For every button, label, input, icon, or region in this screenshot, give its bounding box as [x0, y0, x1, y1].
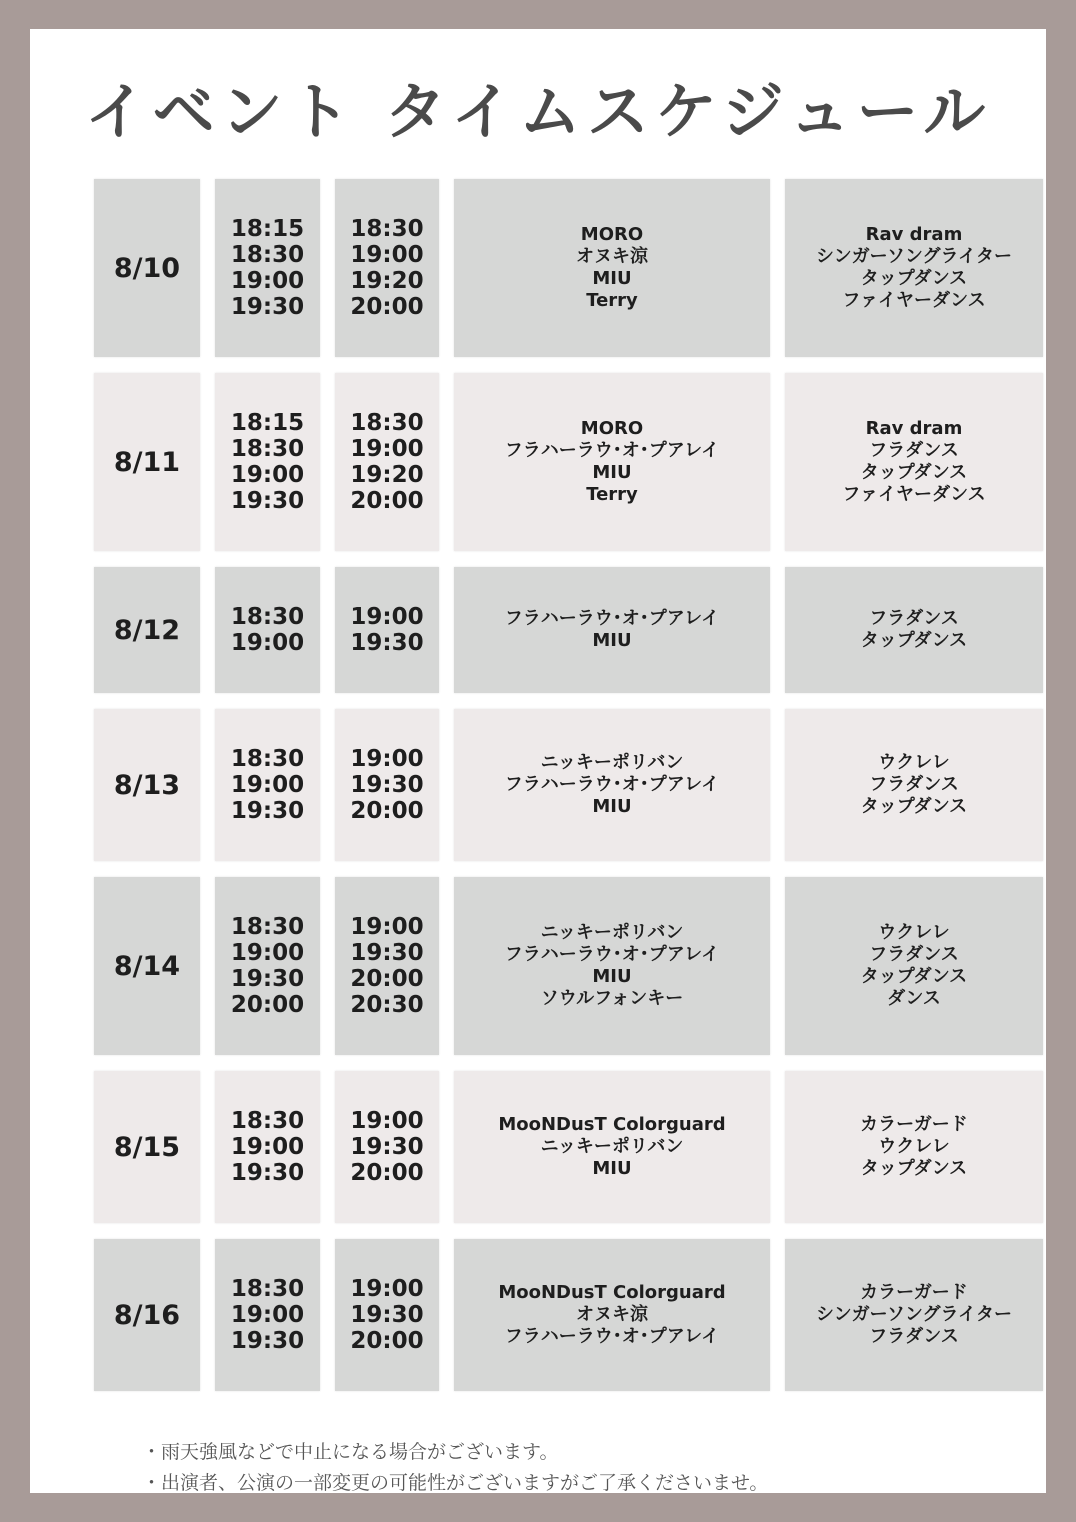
artist-cell [454, 1239, 770, 1391]
artist-name: ソウルフォンキー [540, 988, 684, 1009]
artist-name: フラハーラウ･オ･プアレイ [504, 1326, 720, 1347]
artist-name: フラハーラウ･オ･プアレイ [504, 944, 720, 965]
start-cell [215, 373, 320, 551]
end-time: 19:30 [350, 630, 424, 656]
artist-cell [454, 179, 770, 357]
genre-name: フラダンス [869, 440, 959, 461]
start-time: 19:00 [230, 462, 305, 488]
artist-cell [454, 567, 770, 693]
start-time: 18:30 [230, 1108, 305, 1134]
end-time: 19:20 [350, 462, 424, 488]
artist-name: MIU [592, 268, 632, 289]
end-cell [335, 1071, 439, 1223]
end-cell [335, 373, 439, 551]
start-time: 19:30 [230, 488, 305, 514]
end-time: 19:00 [350, 242, 424, 268]
artist-name: MORO [580, 224, 644, 245]
end-time: 19:30 [350, 1134, 424, 1160]
end-time: 19:00 [350, 604, 424, 630]
end-time: 19:00 [350, 1276, 424, 1302]
end-time: 19:30 [350, 1302, 424, 1328]
end-cell [335, 567, 439, 693]
genre-name: タップダンス [860, 268, 968, 289]
start-time: 19:00 [230, 772, 305, 798]
end-time: 18:30 [350, 410, 424, 436]
schedule-sheet [30, 29, 1046, 1493]
end-time: 18:30 [350, 216, 424, 242]
table-row [30, 709, 1046, 861]
start-time: 20:00 [230, 992, 305, 1018]
note-item: ・雨天強風などで中止になる場合がございます。 [142, 1441, 559, 1463]
genre-name: Rav dram [865, 224, 963, 245]
date-cell: 8/11 [94, 373, 200, 551]
artist-cell [454, 709, 770, 861]
artist-cell [454, 1071, 770, 1223]
genre-name: ファイヤーダンス [842, 484, 986, 505]
genre-cell [785, 1239, 1043, 1391]
end-time: 19:00 [350, 914, 424, 940]
start-cell [215, 877, 320, 1055]
genre-name: ダンス [887, 988, 941, 1009]
start-time: 19:30 [230, 798, 305, 824]
genre-name: フラダンス [869, 608, 959, 629]
genre-cell [785, 877, 1043, 1055]
table-row [30, 1239, 1046, 1391]
genre-name: シンガーソングライター [816, 1304, 1012, 1325]
artist-name: フラハーラウ･オ･プアレイ [504, 774, 720, 795]
genre-name: ウクレレ [878, 1136, 950, 1157]
start-cell [215, 709, 320, 861]
artist-name: MIU [592, 1158, 632, 1179]
end-cell [335, 709, 439, 861]
start-time: 18:30 [230, 242, 305, 268]
genre-name: タップダンス [860, 462, 968, 483]
date-cell: 8/16 [94, 1239, 200, 1391]
genre-name: カラーガード [860, 1282, 968, 1303]
artist-name: オヌキ涼 [576, 1304, 648, 1325]
start-cell [215, 179, 320, 357]
end-time: 20:00 [350, 294, 424, 320]
date-cell: 8/15 [94, 1071, 200, 1223]
start-time: 19:30 [230, 294, 305, 320]
genre-name: Rav dram [865, 418, 963, 439]
artist-name: ニッキーポリバン [540, 1136, 684, 1157]
artist-cell [454, 877, 770, 1055]
artist-name: MIU [592, 796, 632, 817]
start-cell [215, 1239, 320, 1391]
table-row [30, 373, 1046, 551]
start-time: 18:15 [230, 216, 305, 242]
genre-name: タップダンス [860, 1158, 968, 1179]
genre-name: フラダンス [869, 1326, 959, 1347]
genre-cell [785, 179, 1043, 357]
notes [142, 1437, 768, 1499]
date-cell: 8/12 [94, 567, 200, 693]
genre-name: カラーガード [860, 1114, 968, 1135]
genre-cell [785, 709, 1043, 861]
end-time: 19:30 [350, 772, 424, 798]
genre-name: フラダンス [869, 944, 959, 965]
start-time: 19:00 [230, 630, 305, 656]
start-time: 19:30 [230, 1160, 305, 1186]
end-time: 20:00 [350, 1160, 424, 1186]
start-time: 19:00 [230, 1134, 305, 1160]
artist-name: ニッキーポリバン [540, 752, 684, 773]
date-cell: 8/14 [94, 877, 200, 1055]
start-time: 18:30 [230, 1276, 305, 1302]
table-row [30, 877, 1046, 1055]
end-time: 19:30 [350, 940, 424, 966]
start-time: 18:15 [230, 410, 305, 436]
date-cell: 8/13 [94, 709, 200, 861]
genre-cell [785, 373, 1043, 551]
note-item: ・出演者、公演の一部変更の可能性がございますがご了承くださいませ。 [142, 1472, 769, 1494]
end-time: 20:30 [350, 992, 424, 1018]
artist-cell [454, 373, 770, 551]
genre-name: タップダンス [860, 630, 968, 651]
start-time: 18:30 [230, 746, 305, 772]
date-cell: 8/10 [94, 179, 200, 357]
start-time: 19:00 [230, 268, 305, 294]
start-time: 18:30 [230, 604, 305, 630]
artist-name: MIU [592, 630, 632, 651]
end-cell [335, 179, 439, 357]
page-title: イベント タイムスケジュール [84, 75, 992, 148]
table-row [30, 567, 1046, 693]
start-time: 19:00 [230, 940, 305, 966]
end-cell [335, 877, 439, 1055]
artist-name: MIU [592, 966, 632, 987]
end-cell [335, 1239, 439, 1391]
artist-name: MooNDusT Colorguard [498, 1282, 726, 1303]
table-row [30, 179, 1046, 357]
artist-name: フラハーラウ･オ･プアレイ [504, 608, 720, 629]
artist-name: Terry [586, 290, 638, 311]
end-time: 20:00 [350, 1328, 424, 1354]
end-time: 19:00 [350, 746, 424, 772]
end-time: 19:20 [350, 268, 424, 294]
genre-name: タップダンス [860, 966, 968, 987]
genre-name: ファイヤーダンス [842, 290, 986, 311]
artist-name: MORO [580, 418, 644, 439]
table-row [30, 1071, 1046, 1223]
genre-name: タップダンス [860, 796, 968, 817]
artist-name: MooNDusT Colorguard [498, 1114, 726, 1135]
end-time: 20:00 [350, 966, 424, 992]
end-time: 20:00 [350, 488, 424, 514]
end-time: 19:00 [350, 1108, 424, 1134]
start-time: 19:30 [230, 966, 305, 992]
artist-name: ニッキーポリバン [540, 922, 684, 943]
genre-name: フラダンス [869, 774, 959, 795]
artist-name: オヌキ涼 [576, 246, 648, 267]
artist-name: フラハーラウ･オ･プアレイ [504, 440, 720, 461]
genre-cell [785, 567, 1043, 693]
start-cell [215, 567, 320, 693]
start-cell [215, 1071, 320, 1223]
genre-cell [785, 1071, 1043, 1223]
start-time: 18:30 [230, 436, 305, 462]
start-time: 19:30 [230, 1328, 305, 1354]
end-time: 20:00 [350, 798, 424, 824]
artist-name: MIU [592, 462, 632, 483]
genre-name: シンガーソングライター [816, 246, 1012, 267]
genre-name: ウクレレ [878, 752, 950, 773]
start-time: 18:30 [230, 914, 305, 940]
start-time: 19:00 [230, 1302, 305, 1328]
artist-name: Terry [586, 484, 638, 505]
end-time: 19:00 [350, 436, 424, 462]
genre-name: ウクレレ [878, 922, 950, 943]
